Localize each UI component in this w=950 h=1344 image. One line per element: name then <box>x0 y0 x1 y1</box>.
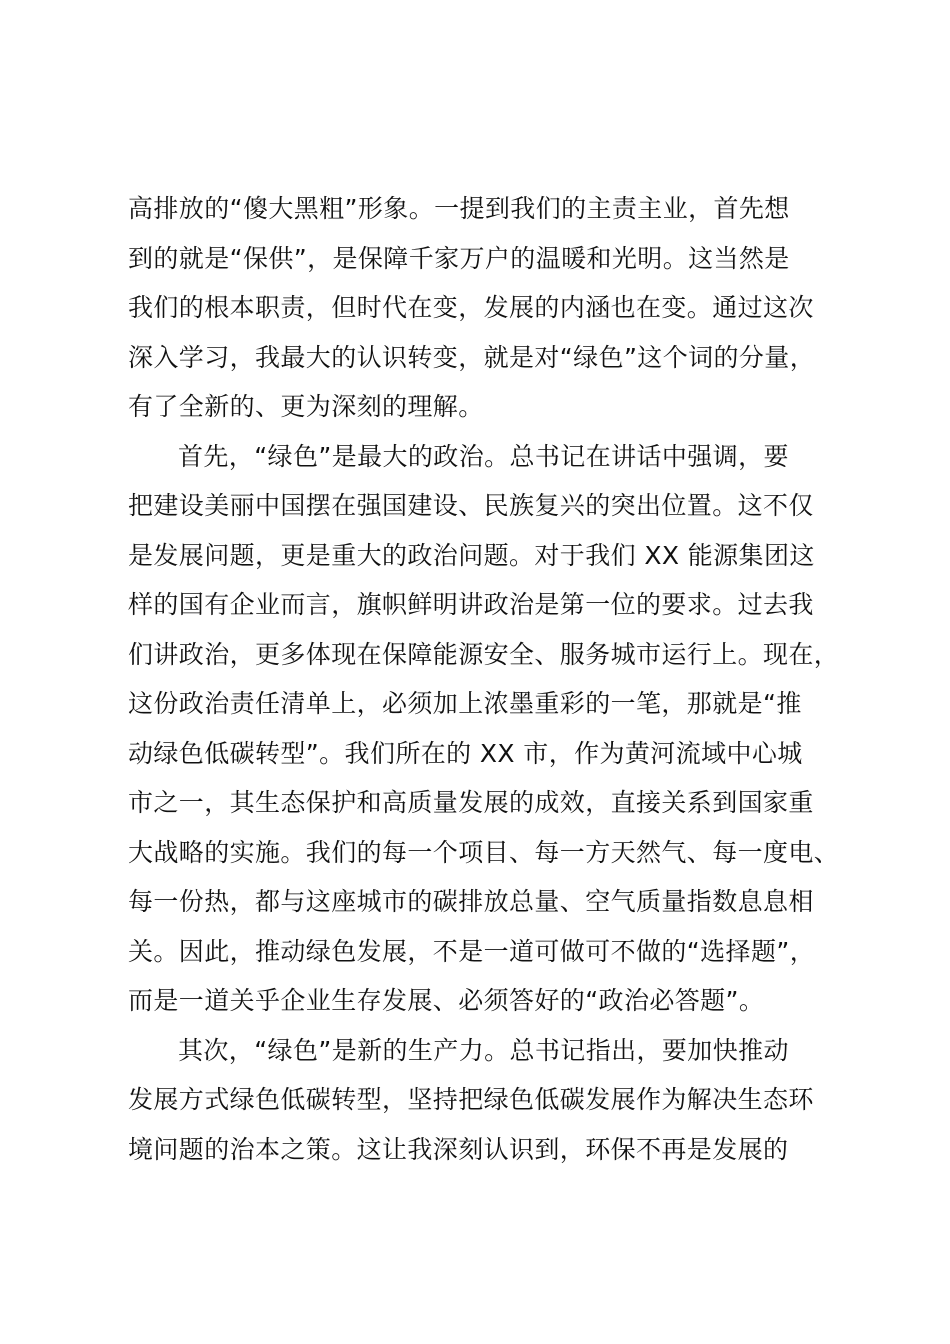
paragraph-1 <box>128 184 852 432</box>
paragraph-line: 是发展问题，更是重大的政治问题。对于我们 XX 能源集团这 <box>128 540 815 570</box>
paragraph-line: 而是一道关乎企业生存发展、必须答好的“政治必答题”。 <box>128 986 765 1015</box>
paragraph-line: 其次，“绿色”是新的生产力。总书记指出，要加快推动 <box>178 1035 789 1065</box>
paragraph-line: 动绿色低碳转型”。我们所在的 XX 市，作为黄河流域中心城 <box>128 738 803 768</box>
paragraph-line: 境问题的治本之策。这让我深刻认识到，环保不再是发展的 <box>128 1134 789 1164</box>
paragraph-line: 每一份热，都与这座城市的碳排放总量、空气质量指数息息相 <box>128 887 814 916</box>
paragraph-line: 们讲政治，更多体现在保障能源安全、服务城市运行上。现在， <box>128 639 840 669</box>
paragraph-2 <box>128 432 852 1026</box>
paragraph-line: 发展方式绿色低碳转型，坚持把绿色低碳发展作为解决生态环 <box>128 1085 814 1114</box>
paragraph-line: 大战略的实施。我们的每一个项目、每一方天然气、每一度电、 <box>128 837 840 867</box>
document-body <box>128 184 852 1174</box>
paragraph-line: 到的就是“保供”，是保障千家万户的温暖和光明。这当然是 <box>128 243 790 273</box>
paragraph-line: 市之一，其生态保护和高质量发展的成效，直接关系到国家重 <box>128 788 814 817</box>
paragraph-line: 深入学习，我最大的认识转变，就是对“绿色”这个词的分量， <box>128 342 816 372</box>
paragraph-line: 样的国有企业而言，旗帜鲜明讲政治是第一位的要求。过去我 <box>128 590 814 619</box>
paragraph-line: 首先，“绿色”是最大的政治。总书记在讲话中强调，要 <box>178 441 789 471</box>
paragraph-line: 高排放的“傻大黑粗”形象。一提到我们的主责主业，首先想 <box>128 194 790 223</box>
paragraph-3 <box>128 1026 852 1175</box>
paragraph-line: 有了全新的、更为深刻的理解。 <box>128 392 484 421</box>
paragraph-line: 把建设美丽中国摆在强国建设、民族复兴的突出位置。这不仅 <box>128 491 814 520</box>
paragraph-line: 这份政治责任清单上，必须加上浓墨重彩的一笔，那就是“推 <box>128 689 802 718</box>
paragraph-line: 关。因此，推动绿色发展，不是一道可做可不做的“选择题”， <box>128 936 816 966</box>
paragraph-line: 我们的根本职责，但时代在变，发展的内涵也在变。通过这次 <box>128 293 814 322</box>
